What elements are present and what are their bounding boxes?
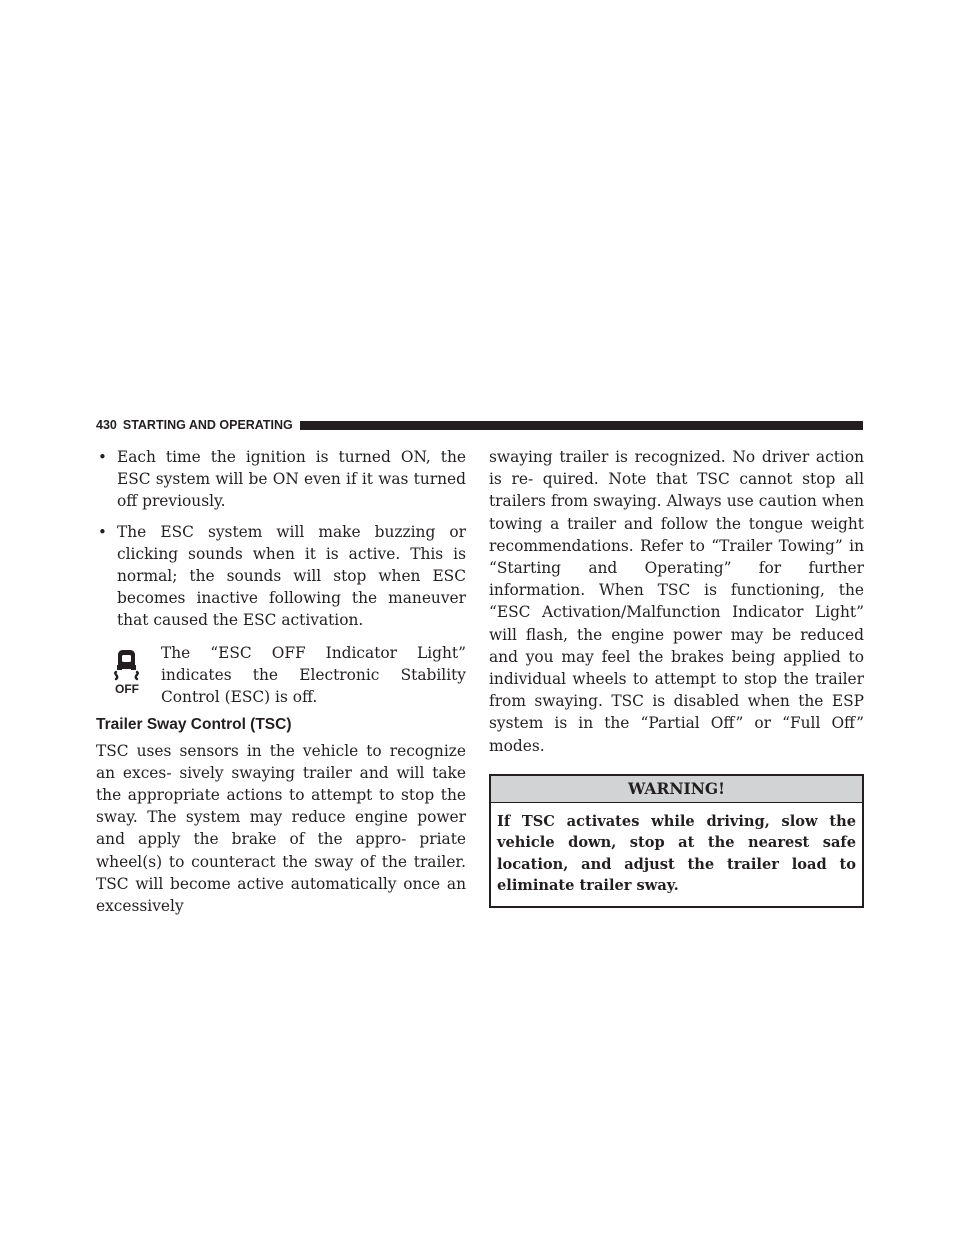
left-column bbox=[96, 446, 466, 917]
bullet-item bbox=[96, 446, 466, 513]
esc-off-note bbox=[96, 642, 466, 714]
tsc-paragraph-continued: swaying trailer is recognized. No driver action is re- quired. Note that TSC cannot stop all trailers from swaying. Always use caution when towing a trailer and follow the tongue weight recommendations. Refer to “Trailer Towing” in “Starting and Operating” for further information. When TSC is functioning, the “ESC Activation/Malfunction Indicator Light” will flash, the engine power may be reduced and you may feel the brakes being applied to individual wheels to attempt to stop the trailer from swaying. TSC is disabled when the ESP system is in the “Partial Off” or “Full Off” modes. bbox=[489, 448, 864, 755]
bullet-item bbox=[96, 521, 466, 632]
section-title: STARTING AND OPERATING bbox=[122, 418, 293, 432]
section-heading: Trailer Sway Control (TSC) bbox=[96, 715, 292, 733]
warning-body: If TSC activates while driving, slow the vehicle down, stop at the nearest safe location, and adjust the trailer load to eliminate trailer sway. bbox=[497, 812, 856, 895]
bullet-dot: • bbox=[98, 522, 107, 541]
warning-title: WARNING! bbox=[491, 776, 862, 803]
esc-off-indicator-icon bbox=[110, 648, 146, 696]
bullet-text: The ESC system will make buzzing or clicking sounds when it is active. This is normal; the sounds will stop when ESC becomes inactive following the maneuver that caused the ESC activation. bbox=[117, 522, 466, 630]
tsc-paragraph: TSC uses sensors in the vehicle to recognize an exces- sively swaying trailer and will take the appropriate actions to attempt to stop the sway. The system may reduce engine power and apply the brake of the appro- priate wheel(s) to counteract the sway of the trailer. TSC will become active automatically once an excessively bbox=[96, 741, 466, 916]
esc-off-icon-graphic bbox=[110, 648, 146, 696]
warning-box bbox=[489, 774, 864, 908]
right-column bbox=[489, 446, 864, 908]
bullet-dot: • bbox=[98, 448, 107, 466]
bullet-text: Each time the ignition is turned ON, the ESC system will be ON even if it was turned off previously. bbox=[117, 448, 466, 511]
page-number: 430 bbox=[96, 418, 117, 432]
esc-off-description: The “ESC OFF Indicator Light” indicates the Electronic Stability Control (ESC) is off. bbox=[161, 643, 466, 707]
page-header bbox=[96, 417, 863, 433]
icon-off-label: OFF bbox=[115, 681, 139, 696]
header-rule bbox=[300, 421, 863, 430]
